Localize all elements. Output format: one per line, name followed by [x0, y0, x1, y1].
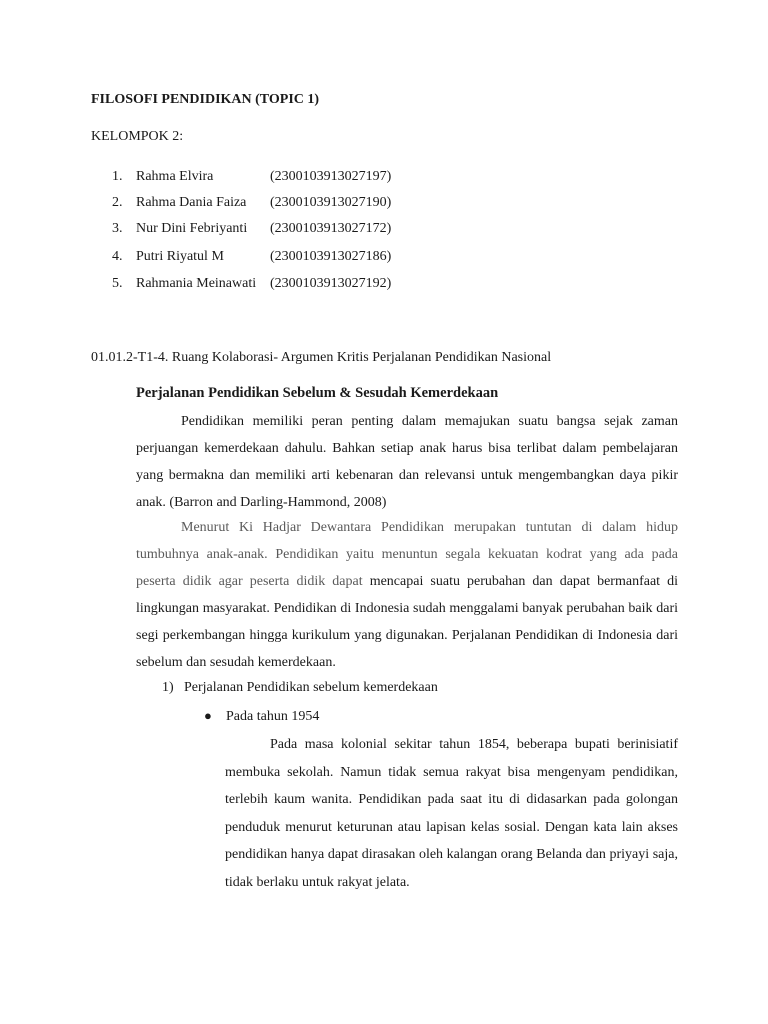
bullet-text: Pada tahun 1954 — [226, 709, 320, 724]
list-item — [112, 169, 432, 189]
bullet-item — [204, 708, 319, 725]
member-id: (2300103913027192) — [270, 276, 392, 291]
member-name: Rahma Dania Faiza — [136, 195, 247, 210]
paragraph-intro: Pendidikan memiliki peran penting dalam memajukan suatu bangsa sejak zaman perjuangan kemerdekaan dahulu. Bahkan setiap anak harus bisa terlibat dalam pembelajaran yang bermakna dan memiliki arti kebenaran dan relevansi untuk mengembangkan daya pikir anak. (Barron and Darling-Hammond, 2008) — [136, 414, 678, 510]
quoted-definition: Menurut Ki Hadjar Dewantara Pendidikan merupakan tuntutan di dalam hidup tumbuhnya anak-anak. Pendidikan yaitu menuntun segala kekuatan kodrat yang ada pada peserta didik agar peserta didik dapat — [136, 520, 678, 589]
member-number: 2. — [112, 195, 123, 210]
subheading — [162, 680, 438, 696]
section-title: Perjalanan Pendidikan Sebelum & Sesudah Kemerdekaan — [136, 385, 499, 401]
member-id: (2300103913027172) — [270, 221, 392, 236]
member-name: Putri Riyatul M — [136, 249, 224, 264]
member-name: Rahma Elvira — [136, 169, 214, 184]
list-item — [112, 249, 432, 269]
bullet-icon: ● — [204, 708, 212, 723]
paragraph-definition — [136, 514, 678, 676]
list-item — [112, 221, 432, 241]
document-title: FILOSOFI PENDIDIKAN (TOPIC 1) — [91, 92, 320, 107]
list-item — [112, 195, 432, 215]
paragraph-continuation: mencapai suatu perubahan dan dapat bermanfaat di lingkungan masyarakat. Pendidikan di Indonesia sudah menggalami banyak perubahan baik dari segi perkembangan hingga kurikulum yang digunakan. Perjalanan Pendidikan di Indonesia dari sebelum dan sesudah kemerdekaan. — [136, 574, 679, 670]
subheading-number: 1) — [162, 680, 174, 695]
group-label: KELOMPOK 2: — [91, 129, 184, 144]
topic-heading: 01.01.2-T1-4. Ruang Kolaborasi- Argumen Kritis Perjalanan Pendidikan Nasional — [91, 350, 552, 365]
member-number: 3. — [112, 221, 123, 236]
member-number: 1. — [112, 169, 123, 184]
member-id: (2300103913027197) — [270, 169, 392, 184]
member-id: (2300103913027186) — [270, 249, 392, 264]
paragraph-colonial: Pada masa kolonial sekitar tahun 1854, beberapa bupati berinisiatif membuka sekolah. Namun tidak semua rakyat bisa mengenyam pendidikan, terlebih kaum wanita. Pendidikan pada saat itu di didasarkan pada golongan penduduk menurut keturunan atau lapisan kelas sosial. Dengan kata lain akses pendidikan hanya dapat dirasakan oleh kalangan orang Belanda dan priyayi saja, tidak berlaku untuk rakyat jelata. — [225, 737, 678, 890]
list-item — [112, 276, 432, 296]
member-name: Rahmania Meinawati — [136, 276, 257, 291]
member-id: (2300103913027190) — [270, 195, 392, 210]
subheading-text: Perjalanan Pendidikan sebelum kemerdekaan — [184, 680, 438, 695]
member-name: Nur Dini Febriyanti — [136, 221, 248, 236]
member-number: 4. — [112, 249, 123, 264]
member-number: 5. — [112, 276, 123, 291]
